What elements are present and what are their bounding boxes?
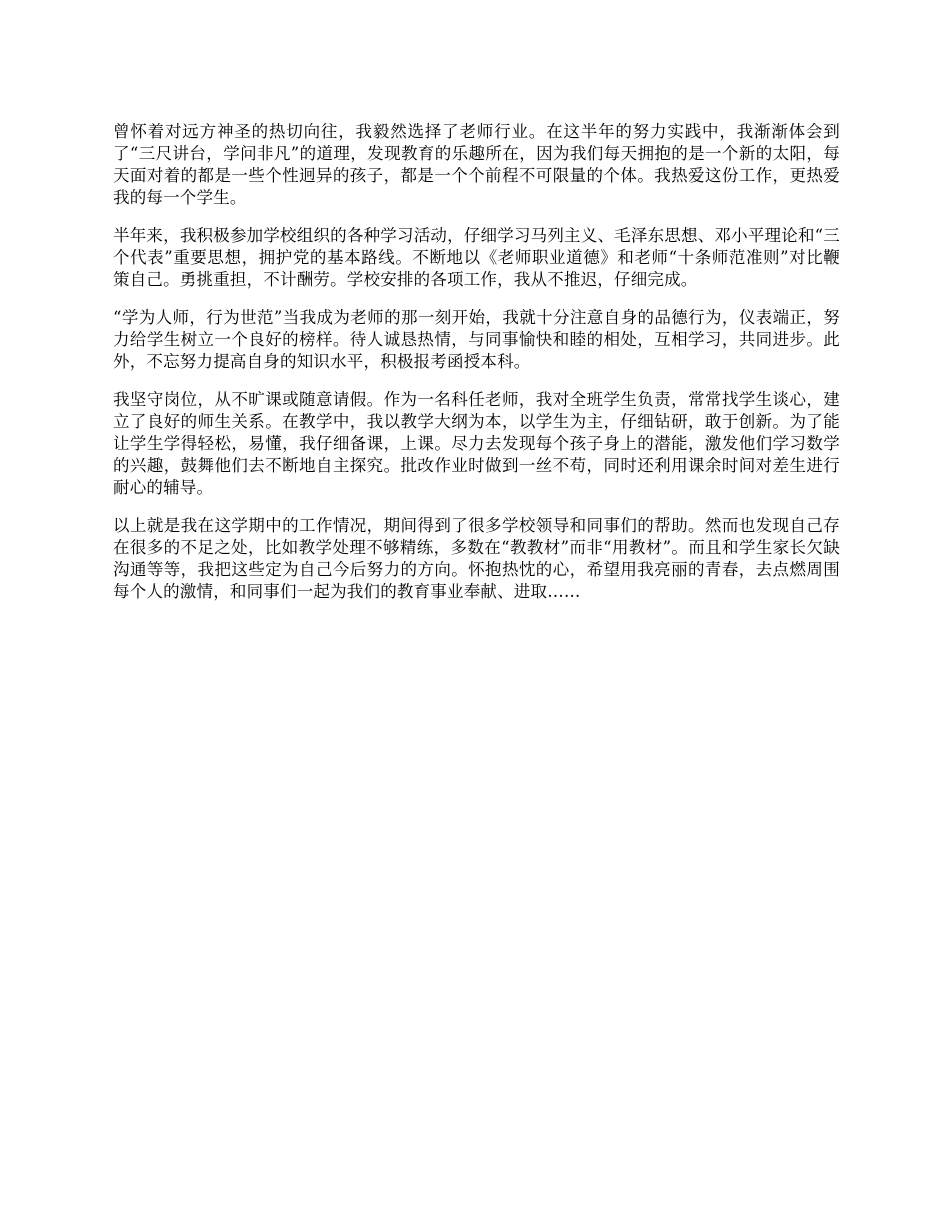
document-body xyxy=(113,121,840,619)
paragraph-1: 曾怀着对远方神圣的热切向往，我毅然选择了老师行业。在这半年的努力实践中，我渐渐体会到了“三尺讲台，学问非凡”的道理，发现教育的乐趣所在，因为我们每天拥抱的是一个新的太阳，每天面对着的都是一些个性迥异的孩子，都是一个个前程不可限量的个体。我热爱这份工作，更热爱我的每一个学生。 xyxy=(113,122,840,207)
paragraph-5: 以上就是我在这学期中的工作情况，期间得到了很多学校领导和同事们的帮助。然而也发现自己存在很多的不足之处，比如教学处理不够精练，多数在“教教材”而非“用教材”。而且和学生家长欠缺沟通等等，我把这些定为自己今后努力的方向。怀抱热忱的心，希望用我亮丽的青春，去点燃周围每个人的激情，和同事们一起为我们的教育事业奉献、进取…… xyxy=(113,516,840,601)
paragraph-4: 我坚守岗位，从不旷课或随意请假。作为一名科任老师，我对全班学生负责，常常找学生谈心，建立了良好的师生关系。在教学中，我以教学大纲为本，以学生为主，仔细钻研，敢于创新。为了能让学生学得轻松，易懂，我仔细备课，上课。尽力去发现每个孩子身上的潜能，激发他们学习数学的兴趣，鼓舞他们去不断地自主探究。批改作业时做到一丝不苟，同时还利用课余时间对差生进行耐心的辅导。 xyxy=(113,390,840,497)
paragraph-2: 半年来，我积极参加学校组织的各种学习活动，仔细学习马列主义、毛泽东思想、邓小平理论和“三个代表”重要思想，拥护党的基本路线。不断地以《老师职业道德》和老师“十条师范准则”对比鞭策自己。勇挑重担，不计酬劳。学校安排的各项工作，我从不推迟，仔细完成。 xyxy=(113,226,840,289)
paragraph-3: “学为人师，行为世范”当我成为老师的那一刻开始，我就十分注意自身的品德行为，仪表端正，努力给学生树立一个良好的榜样。待人诚恳热情，与同事愉快和睦的相处，互相学习，共同进步。此外，不忘努力提高自身的知识水平，积极报考函授本科。 xyxy=(113,308,840,371)
